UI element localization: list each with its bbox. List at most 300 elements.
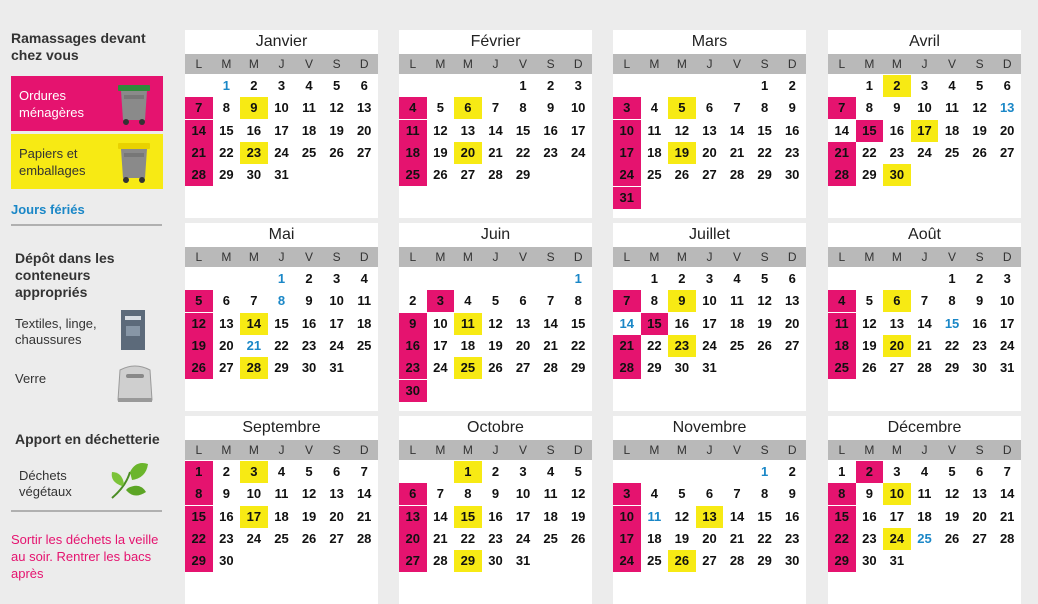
day-cell: 12 — [488, 315, 503, 331]
day-cell: 23 — [219, 530, 234, 546]
day-cell: 13 — [399, 506, 427, 528]
day-cell: 17 — [274, 122, 289, 138]
day-cell: 12 — [944, 486, 960, 502]
weekday-label: M — [676, 443, 687, 457]
day-cell: 28 — [356, 530, 372, 546]
day-cell: 25 — [399, 164, 427, 186]
day-cell: 30 — [399, 380, 427, 402]
day-cell: 16 — [399, 335, 427, 357]
weekday-label: S — [760, 443, 769, 457]
day-cell: 1 — [574, 271, 582, 286]
weekday-label: V — [948, 250, 957, 264]
day-cell: 3 — [519, 464, 527, 479]
weekday-header — [613, 247, 806, 267]
day-cell: 23 — [399, 357, 427, 379]
day-cell: 3 — [427, 290, 455, 312]
collection-note: Sortir les déchets la veille au soir. Rentrer les bacs après — [11, 532, 159, 581]
day-cell: 11 — [917, 486, 932, 502]
weekday-label: S — [975, 443, 984, 457]
day-cell: 19 — [668, 142, 696, 164]
leaf-icon — [108, 460, 152, 502]
day-cell: 19 — [862, 337, 877, 353]
weekday-label: D — [1002, 443, 1012, 457]
day-cell: 18 — [917, 508, 932, 524]
day-cell: 17 — [240, 506, 268, 528]
day-cell: 29 — [828, 550, 856, 572]
day-cell: 9 — [668, 290, 696, 312]
day-cell: 6 — [454, 97, 482, 119]
day-cell: 31 — [999, 360, 1015, 376]
day-cell: 10 — [433, 315, 448, 331]
day-cell: 3 — [920, 78, 929, 93]
day-cell: 22 — [757, 530, 772, 546]
weekday-header — [399, 54, 592, 74]
day-cell: 22 — [460, 530, 476, 546]
day-cell: 8 — [761, 486, 769, 502]
day-cell: 24 — [999, 337, 1015, 353]
day-cell: 2 — [856, 461, 884, 483]
day-cell: 9 — [240, 97, 268, 119]
glass-container-icon — [112, 360, 158, 406]
day-cell: 7 — [613, 290, 641, 312]
day-cell: 6 — [1003, 78, 1011, 93]
day-cell: 13 — [219, 315, 234, 331]
day-cell: 3 — [240, 461, 268, 483]
day-cell: 1 — [454, 461, 482, 483]
day-cell: 1 — [761, 464, 769, 479]
weekday-label: V — [519, 57, 528, 71]
weekday-label: M — [891, 443, 902, 457]
day-cell: 26 — [668, 550, 696, 572]
weekday-label: V — [519, 443, 528, 457]
weekday-label: D — [573, 57, 583, 71]
day-cell: 24 — [329, 337, 344, 353]
day-cell: 4 — [828, 290, 856, 312]
day-cell: 12 — [570, 486, 586, 502]
day-cell: 10 — [329, 293, 344, 309]
packaging-label: Papiers et emballages — [19, 146, 86, 178]
day-cell: 28 — [917, 360, 932, 376]
day-cell: 9 — [399, 313, 427, 335]
day-cell: 19 — [944, 508, 960, 524]
day-cell: 4 — [464, 293, 472, 309]
day-cell: 20 — [454, 142, 482, 164]
day-cell: 5 — [574, 464, 582, 479]
weekday-label: D — [787, 443, 797, 457]
day-cell: 5 — [333, 78, 341, 93]
weekday-label: M — [221, 250, 232, 264]
day-cell: 27 — [329, 530, 344, 546]
day-cell: 2 — [976, 271, 984, 286]
day-cell: 15 — [274, 315, 289, 331]
weekday-label: L — [623, 57, 631, 71]
weekday-label: L — [623, 250, 631, 264]
day-cell: 11 — [730, 293, 744, 309]
day-cell: 6 — [883, 290, 911, 312]
weekday-header — [185, 247, 378, 267]
day-cell: 14 — [999, 486, 1015, 502]
day-cell: 31 — [515, 553, 531, 569]
day-cell: 17 — [999, 315, 1015, 331]
day-cell: 27 — [702, 167, 717, 183]
day-cell: 10 — [246, 486, 262, 502]
weekday-label: L — [195, 57, 203, 71]
day-cell: 26 — [757, 337, 772, 353]
day-cell: 19 — [329, 122, 344, 138]
day-cell: 27 — [356, 144, 372, 160]
day-cell: 17 — [515, 508, 531, 524]
day-cell: 15 — [219, 122, 234, 138]
day-cell: 28 — [433, 553, 448, 569]
day-cell: 20 — [784, 315, 800, 331]
day-cell: 29 — [274, 360, 289, 376]
weekday-label: J — [278, 57, 285, 71]
day-cell: 19 — [488, 337, 503, 353]
day-cell: 19 — [757, 315, 772, 331]
weekday-label: D — [573, 443, 583, 457]
day-cell: 16 — [246, 122, 262, 138]
day-cell: 4 — [650, 486, 658, 502]
month-title: Octobre — [467, 419, 524, 436]
day-cell: 11 — [454, 313, 482, 335]
day-cell: 23 — [972, 337, 987, 353]
weekday-label: L — [195, 250, 203, 264]
day-cell: 7 — [828, 97, 856, 119]
month-4 — [828, 30, 1021, 218]
day-cell: 11 — [274, 486, 289, 502]
weekday-label: D — [359, 57, 369, 71]
day-cell: 18 — [460, 337, 476, 353]
textile-container-icon — [118, 308, 148, 352]
weekday-label: M — [435, 443, 446, 457]
divider — [11, 224, 162, 226]
day-cell: 24 — [274, 144, 289, 160]
day-cell: 7 — [360, 464, 368, 479]
day-cell: 5 — [976, 78, 984, 93]
day-cell: 10 — [274, 100, 289, 116]
day-cell: 13 — [356, 100, 372, 116]
day-cell: 20 — [702, 144, 717, 160]
day-cell: 10 — [613, 506, 641, 528]
day-cell: 28 — [828, 164, 856, 186]
day-cell: 13 — [784, 293, 800, 309]
day-cell: 12 — [674, 122, 690, 138]
weekday-label: M — [462, 250, 473, 264]
green-bin-icon — [116, 82, 152, 126]
day-cell: 30 — [784, 167, 800, 183]
day-cell: 15 — [757, 122, 772, 138]
day-cell: 11 — [828, 313, 856, 335]
day-cell: 14 — [917, 315, 932, 331]
weekday-label: J — [278, 250, 285, 264]
day-cell: 29 — [570, 360, 586, 376]
day-cell: 29 — [454, 550, 482, 572]
day-cell: 1 — [277, 271, 286, 286]
weekday-header — [185, 54, 378, 74]
weekday-label: J — [492, 443, 499, 457]
day-cell: 20 — [702, 530, 717, 546]
weekday-label: J — [278, 443, 285, 457]
day-cell: 2 — [409, 293, 417, 309]
weekday-label: D — [573, 250, 583, 264]
day-cell: 9 — [222, 486, 230, 502]
day-cell: 24 — [917, 144, 932, 160]
day-cell: 22 — [570, 337, 586, 353]
day-cell: 25 — [356, 337, 372, 353]
legend-sidebar — [0, 0, 170, 581]
day-cell: 22 — [944, 337, 960, 353]
day-cell: 17 — [570, 122, 586, 138]
day-cell: 28 — [240, 357, 268, 379]
day-cell: 29 — [944, 360, 960, 376]
weekday-label: S — [546, 250, 555, 264]
day-cell: 5 — [678, 486, 686, 502]
day-cell: 20 — [972, 508, 987, 524]
day-cell: 12 — [674, 508, 690, 524]
day-cell: 12 — [862, 315, 877, 331]
day-cell: 23 — [301, 337, 317, 353]
day-cell: 21 — [433, 530, 448, 546]
day-cell: 6 — [705, 486, 714, 502]
day-cell: 11 — [647, 508, 662, 524]
day-cell: 8 — [828, 483, 856, 505]
day-cell: 31 — [274, 167, 289, 183]
weekday-label: M — [891, 57, 902, 71]
day-cell: 2 — [222, 464, 230, 479]
day-cell: 9 — [976, 293, 984, 309]
day-cell: 29 — [757, 553, 772, 569]
day-cell: 14 — [834, 122, 850, 138]
day-cell: 16 — [784, 122, 800, 138]
day-cell: 15 — [856, 120, 884, 142]
day-cell: 27 — [399, 550, 427, 572]
holidays-legend: Jours fériés — [11, 202, 85, 217]
day-cell: 27 — [784, 337, 800, 353]
day-cell: 22 — [757, 144, 772, 160]
day-cell: 12 — [301, 486, 317, 502]
weekday-label: V — [305, 250, 314, 264]
month-5 — [185, 223, 378, 411]
day-cell: 23 — [784, 144, 800, 160]
month-title: Septembre — [242, 419, 321, 436]
day-cell: 21 — [729, 144, 745, 160]
day-cell: 26 — [944, 530, 960, 546]
day-cell: 18 — [274, 508, 289, 524]
day-cell: 1 — [865, 78, 873, 93]
month-title: Décembre — [887, 419, 962, 436]
day-cell: 1 — [838, 464, 846, 479]
day-cell: 27 — [219, 360, 234, 376]
day-cell: 2 — [883, 75, 911, 97]
weekday-label: M — [435, 250, 446, 264]
day-cell: 3 — [893, 464, 901, 479]
day-cell: 15 — [570, 315, 586, 331]
weekday-label: J — [706, 57, 713, 71]
weekday-label: M — [864, 57, 875, 71]
day-cell: 22 — [219, 144, 234, 160]
day-cell: 10 — [883, 483, 911, 505]
day-cell: 2 — [250, 78, 258, 93]
day-cell: 17 — [911, 120, 939, 142]
weekday-header — [613, 54, 806, 74]
day-cell: 1 — [761, 78, 769, 93]
weekday-label: D — [1002, 57, 1012, 71]
day-cell: 18 — [356, 315, 372, 331]
day-cell: 24 — [613, 164, 641, 186]
weekday-label: M — [676, 250, 687, 264]
day-cell: 16 — [301, 315, 317, 331]
day-cell: 12 — [757, 293, 772, 309]
day-cell: 28 — [999, 530, 1015, 546]
day-cell: 16 — [674, 315, 690, 331]
day-cell: 8 — [865, 100, 873, 116]
day-cell: 5 — [185, 290, 213, 312]
weekday-label: M — [248, 250, 259, 264]
day-cell: 27 — [889, 360, 905, 376]
day-cell: 2 — [678, 271, 686, 286]
day-cell: 28 — [729, 167, 745, 183]
month-3 — [613, 30, 806, 218]
weekday-header — [828, 440, 1021, 460]
day-cell: 30 — [301, 360, 317, 376]
weekday-label: S — [975, 57, 984, 71]
day-cell: 9 — [865, 486, 873, 502]
day-cell: 14 — [729, 508, 745, 524]
day-cell: 10 — [613, 120, 641, 142]
day-cell: 21 — [185, 142, 213, 164]
weekday-label: J — [492, 250, 499, 264]
day-cell: 21 — [729, 530, 745, 546]
weekday-label: D — [1002, 250, 1012, 264]
day-cell: 15 — [454, 506, 482, 528]
day-cell: 13 — [999, 100, 1015, 116]
day-cell: 5 — [948, 464, 956, 479]
day-cell: 26 — [674, 167, 690, 183]
day-cell: 15 — [944, 315, 960, 331]
day-cell: 10 — [515, 486, 531, 502]
day-cell: 21 — [999, 508, 1015, 524]
day-cell: 13 — [889, 315, 905, 331]
weekday-label: S — [760, 57, 769, 71]
day-cell: 16 — [889, 122, 905, 138]
day-cell: 7 — [733, 100, 741, 116]
day-cell: 31 — [329, 360, 344, 376]
day-cell: 25 — [917, 530, 932, 546]
weekday-header — [613, 440, 806, 460]
weekday-label: D — [359, 250, 369, 264]
day-cell: 5 — [865, 293, 873, 309]
weekday-label: M — [864, 443, 875, 457]
day-cell: 14 — [356, 486, 372, 502]
day-cell: 23 — [240, 142, 268, 164]
day-cell: 14 — [240, 313, 268, 335]
month-7 — [613, 223, 806, 411]
weekday-label: D — [787, 250, 797, 264]
weekday-label: S — [332, 57, 341, 71]
day-cell: 21 — [917, 337, 932, 353]
weekday-header — [399, 440, 592, 460]
day-cell: 26 — [185, 357, 213, 379]
day-cell: 8 — [519, 100, 527, 116]
day-cell: 25 — [647, 167, 662, 183]
weekday-label: M — [649, 57, 660, 71]
day-cell: 8 — [222, 100, 230, 116]
day-cell: 25 — [543, 530, 558, 546]
weekday-header — [399, 247, 592, 267]
weekday-label: V — [948, 57, 957, 71]
day-cell: 15 — [515, 122, 531, 138]
day-cell: 16 — [784, 508, 800, 524]
weekday-label: L — [838, 57, 846, 71]
day-cell: 19 — [674, 530, 690, 546]
weekday-label: V — [519, 250, 528, 264]
day-cell: 15 — [641, 313, 669, 335]
day-cell: 9 — [893, 100, 901, 116]
day-cell: 30 — [862, 553, 877, 569]
weekday-label: M — [248, 443, 259, 457]
day-cell: 30 — [246, 167, 262, 183]
day-cell: 9 — [305, 293, 313, 309]
day-cell: 17 — [329, 315, 344, 331]
day-cell: 5 — [305, 464, 313, 479]
day-cell: 9 — [788, 486, 796, 502]
weekday-header — [828, 247, 1021, 267]
weekday-label: M — [649, 250, 660, 264]
day-cell: 17 — [433, 337, 448, 353]
day-cell: 11 — [399, 120, 427, 142]
weekday-label: J — [706, 443, 713, 457]
day-cell: 1 — [948, 271, 956, 286]
day-cell: 6 — [222, 293, 230, 309]
day-cell: 16 — [972, 315, 987, 331]
weekday-label: J — [921, 250, 928, 264]
day-cell: 25 — [828, 357, 856, 379]
day-cell: 6 — [519, 293, 527, 309]
day-cell: 6 — [399, 483, 427, 505]
day-cell: 12 — [185, 313, 213, 335]
day-cell: 24 — [570, 144, 586, 160]
day-cell: 28 — [488, 167, 503, 183]
day-cell: 30 — [488, 553, 503, 569]
day-cell: 3 — [613, 483, 641, 505]
day-cell: 29 — [647, 360, 662, 376]
day-cell: 5 — [436, 100, 444, 116]
day-cell: 9 — [491, 486, 500, 502]
day-cell: 14 — [729, 122, 745, 138]
day-cell: 20 — [999, 122, 1015, 138]
day-cell: 10 — [917, 100, 932, 116]
month-8 — [828, 223, 1021, 411]
month-title: Novembre — [672, 419, 747, 436]
day-cell: 2 — [788, 78, 796, 93]
month-6 — [399, 223, 592, 411]
day-cell: 11 — [647, 122, 662, 138]
day-cell: 1 — [185, 461, 213, 483]
day-cell: 22 — [185, 528, 213, 550]
day-cell: 13 — [515, 315, 531, 331]
weekday-label: J — [492, 57, 499, 71]
day-cell: 18 — [828, 335, 856, 357]
weekday-label: V — [733, 57, 742, 71]
yellow-bin-icon — [116, 140, 152, 184]
green-waste-label: Déchets végétaux — [19, 468, 72, 499]
day-cell: 19 — [301, 508, 317, 524]
day-cell: 4 — [650, 100, 658, 116]
day-cell: 11 — [302, 100, 316, 116]
day-cell: 25 — [647, 553, 662, 569]
weekday-label: L — [838, 443, 846, 457]
day-cell: 2 — [491, 464, 500, 479]
